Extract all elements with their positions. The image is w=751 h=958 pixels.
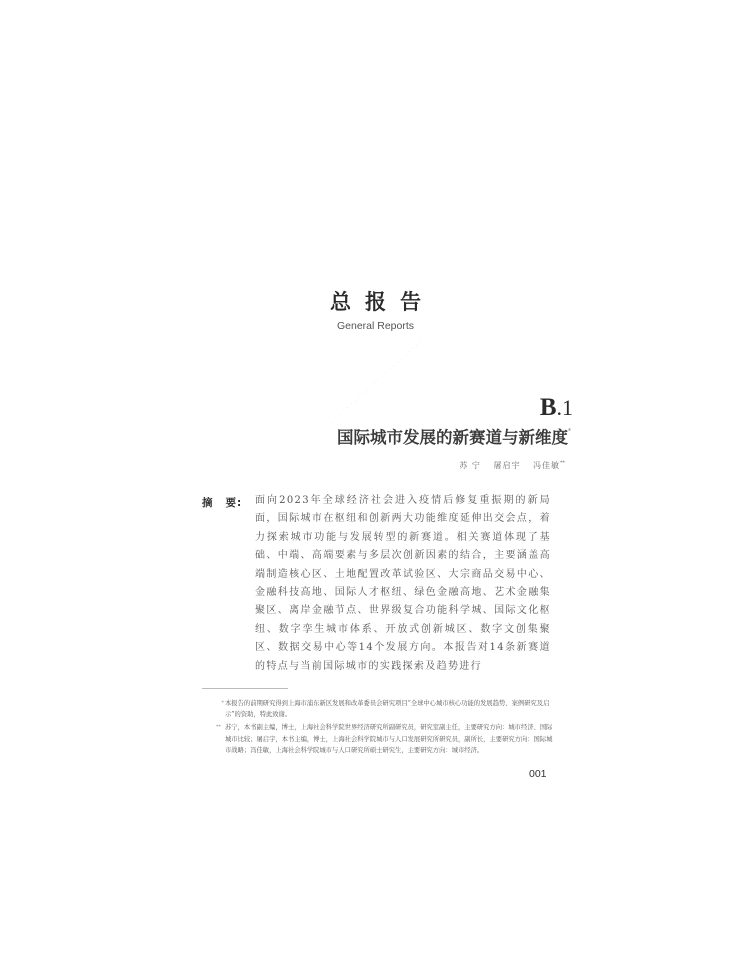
chapter-number-digit: .1 (556, 395, 573, 420)
chapter-number-letter: B (539, 394, 557, 421)
footnote-divider (202, 688, 288, 689)
page-number: 001 (529, 768, 547, 780)
footnote-text: 本报告的前期研究得到上海市浦东新区发展和改革委员会研究项目“全球中心城市核心功能的发展趋势、案例研究及启示”的资助，特此致谢。 (225, 700, 550, 719)
title-footnote-mark[interactable]: * (568, 428, 571, 435)
chapter-title (337, 424, 571, 448)
author-footnote-mark[interactable]: ** (560, 460, 565, 466)
chapter-number (540, 394, 573, 422)
footnote-mark: * (221, 700, 224, 706)
footnote (212, 698, 556, 720)
author-name: 屠启宇 (493, 461, 521, 470)
footnote-text: 苏宁，本书副主编，博士，上海社会科学院世界经济研究所副研究员，研究室副主任，主要研究方向：城市经济、国际城市比较；屠启宇，本书主编，博士，上海社会科学院城市与人口发展研究所研究员，副所长，主要研究方向：国际城市战略；冯佳敏，上海社会科学院城市与人口研究所硕士研究生，主要研究方向：城市经济。 (225, 724, 553, 754)
chapter-title-text: 国际城市发展的新赛道与新维度 (337, 428, 568, 447)
watermark: · · · · · · · · · · · · · · · · · · · · · · · · (330, 338, 425, 425)
section-subtitle-en: General Reports (336, 320, 415, 332)
author-name: 冯佳敏** (533, 460, 565, 470)
abstract-label: 摘 要: (202, 497, 243, 509)
footnote-mark: ** (216, 724, 221, 731)
footnote (212, 722, 556, 756)
abstract-text: 面向2023年全球经济社会进入疫情后修复重振期的新局面，国际城市在枢纽和创新两大功能维度延伸出交会点，着力探索城市功能与发展转型的新赛道。相关赛道体现了基础、中端、高端要素与多层次创新因素的结合，主要涵盖高端制造核心区、土地配置改革试验区、大宗商品交易中心、金融科技高地、国际人才枢纽、绿色金融高地、艺术金融集聚区、离岸金融节点、世界级复合功能科学城、国际文化枢纽、数字孪生城市体系、开放式创新城区、数字文创集聚区、数据交易中心等14个发展方向。本报告对14条新赛道的特点与当前国际城市的实践探索及趋势进行 (255, 495, 551, 672)
author-list (450, 460, 565, 471)
footnotes (212, 698, 556, 758)
author-name: 苏 宁 (459, 461, 481, 470)
section-title: 总报告 (330, 290, 435, 314)
